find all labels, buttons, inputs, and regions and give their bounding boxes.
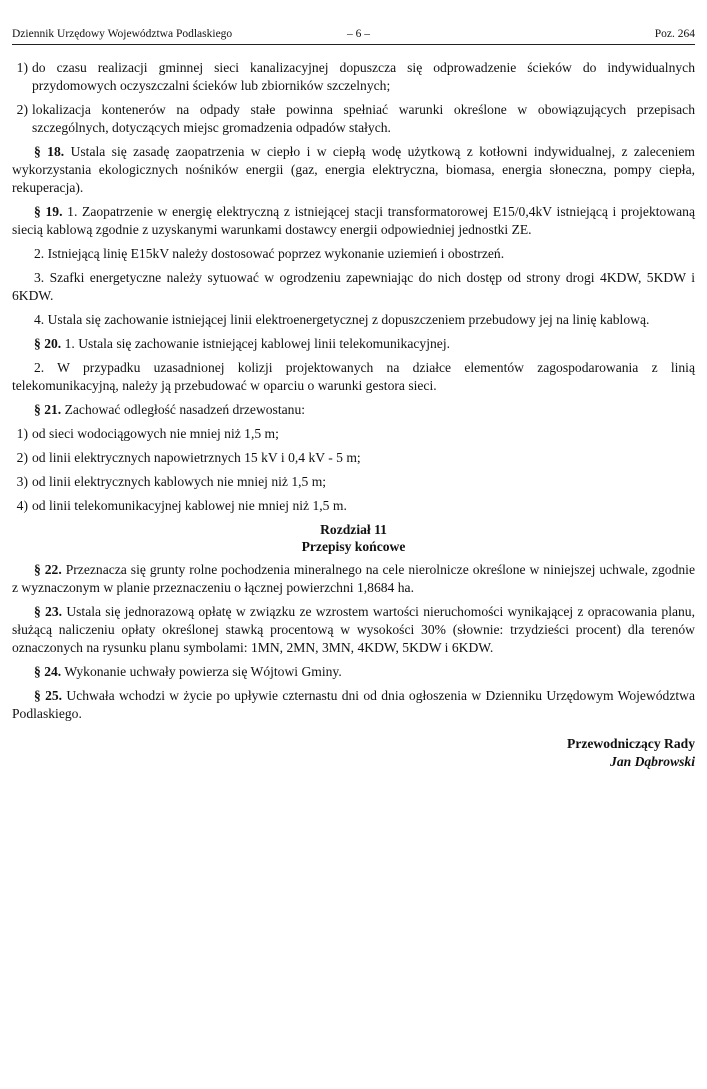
list-item [12,101,695,137]
signatory-role: Przewodniczący Rady [567,736,695,751]
paragraph-text: Zachować odległość nasadzeń drzewostanu: [64,402,306,417]
section-number: § 21. [34,402,62,417]
paragraph-text: Wykonanie uchwały powierza się Wójtowi Gminy. [64,664,342,679]
list-item-number: 2) [16,102,28,117]
paragraph-text: 1. Ustala się zachowanie istniejącej kablowej linii telekomunikacyjnej. [64,336,450,351]
list-item [12,449,695,467]
journal-title: Dziennik Urzędowy Województwa Podlaskiego [12,28,233,40]
paragraph [12,335,695,353]
signature-block [12,735,695,771]
paragraph-text: 1. Zaopatrzenie w energię elektryczną z istniejącej stacji transformatorowej E15/0,4kV istniejącą i projektowaną siecią kablową zgodnie z uzyskanymi warunkami dostawcy energii odpowiedniej jednostki ZE. [12,204,695,237]
paragraph [12,269,695,305]
signatory-name: Jan Dąbrowski [610,754,695,769]
chapter-subtitle: Przepisy końcowe [301,539,406,554]
paragraph [12,687,695,723]
list-item-text: od linii elektrycznych kablowych nie mniej niż 1,5 m; [32,474,327,489]
section-number: § 18. [34,144,65,159]
list-item-number: 1) [16,426,28,441]
section-number: § 25. [34,688,63,703]
list-item-text: od linii telekomunikacyjnej kablowej nie mniej niż 1,5 m. [32,498,347,513]
section-number: § 24. [34,664,62,679]
document-body [12,59,695,771]
paragraph-text: 2. W przypadku uzasadnionej kolizji projektowanych na działce elementów zagospodarowania z linią telekomunikacyjną, należy ją przebudować w oparciu o warunki gestora sieci. [12,360,695,393]
list-item-number: 3) [16,474,28,489]
paragraph [12,203,695,239]
paragraph-text: 4. Ustala się zachowanie istniejącej linii elektroenergetycznej z dopuszczeniem przebudowy jej na linię kablową. [34,312,650,327]
list-item [12,497,695,515]
section-number: § 23. [34,604,63,619]
paragraph [12,311,695,329]
page-header [12,27,695,41]
list-item-text: lokalizacja kontenerów na odpady stałe powinna spełniać warunki określone w obowiązujących przepisach szczególnych, dotyczących miejsc gromadzenia odpadów stałych. [32,102,695,135]
list-item-number: 2) [16,450,28,465]
position-number: Poz. 264 [654,28,695,40]
chapter-title: Rozdział 11 [320,522,387,537]
paragraph-text: 3. Szafki energetyczne należy sytuować w ogrodzeniu zapewniając do nich dostęp od strony drogi 4KDW, 5KDW i 6KDW. [12,270,695,303]
chapter-heading [12,521,695,555]
section-number: § 22. [34,562,62,577]
paragraph [12,663,695,681]
paragraph [12,603,695,657]
paragraph [12,245,695,263]
list-item-number: 4) [16,498,28,513]
section-number: § 20. [34,336,62,351]
list-item-number: 1) [16,60,28,75]
paragraph-text: Przeznacza się grunty rolne pochodzenia mineralnego na cele nierolnicze określone w niniejszej uchwale, zgodnie z wyznaczonym w planie przeznaczeniu o łącznej powierzchni 1,8684 ha. [12,562,695,595]
list-item-text: do czasu realizacji gminnej sieci kanalizacyjnej dopuszcza się odprowadzenie ścieków do indywidualnych przydomowych oczyszczalni ścieków lub zbiorników szczelnych; [32,60,695,93]
paragraph-text: Ustala się jednorazową opłatę w związku ze wzrostem wartości nieruchomości wynikającej z opracowania planu, służącą naliczeniu opłaty określonej stawką procentową w wysokości 30% (słownie: trzydzieści procent) dla terenów oznaczonych na rysunku planu symbolami: 1MN, 2MN, 3MN, 4KDW, 5KDW i 6KDW. [12,604,695,655]
page-number: – 6 – [347,28,370,40]
paragraph-text: Ustala się zasadę zaopatrzenia w ciepło i w ciepłą wodę użytkową z kotłowni indywidualnej, z zaleceniem wykorzystania ekologicznych nośników energii (gaz, energia elektryczna, biomasa, energia słoneczna, pompy ciepła, rekuperacja). [12,144,696,195]
section-number: § 19. [34,204,63,219]
paragraph [12,401,695,419]
paragraph [12,561,695,597]
paragraph-text: 2. Istniejącą linię E15kV należy dostosować poprzez wykonanie uziemień i obostrzeń. [34,246,505,261]
list-item [12,59,695,95]
header-rule [12,44,695,45]
paragraph-text: Uchwała wchodzi w życie po upływie czternastu dni od dnia ogłoszenia w Dzienniku Urzędowym Województwa Podlaskiego. [12,688,696,721]
list-item-text: od sieci wodociągowych nie mniej niż 1,5 m; [32,426,279,441]
list-item [12,473,695,491]
list-item [12,425,695,443]
list-item-text: od linii elektrycznych napowietrznych 15 kV i 0,4 kV - 5 m; [32,450,361,465]
paragraph [12,359,695,395]
paragraph [12,143,695,197]
